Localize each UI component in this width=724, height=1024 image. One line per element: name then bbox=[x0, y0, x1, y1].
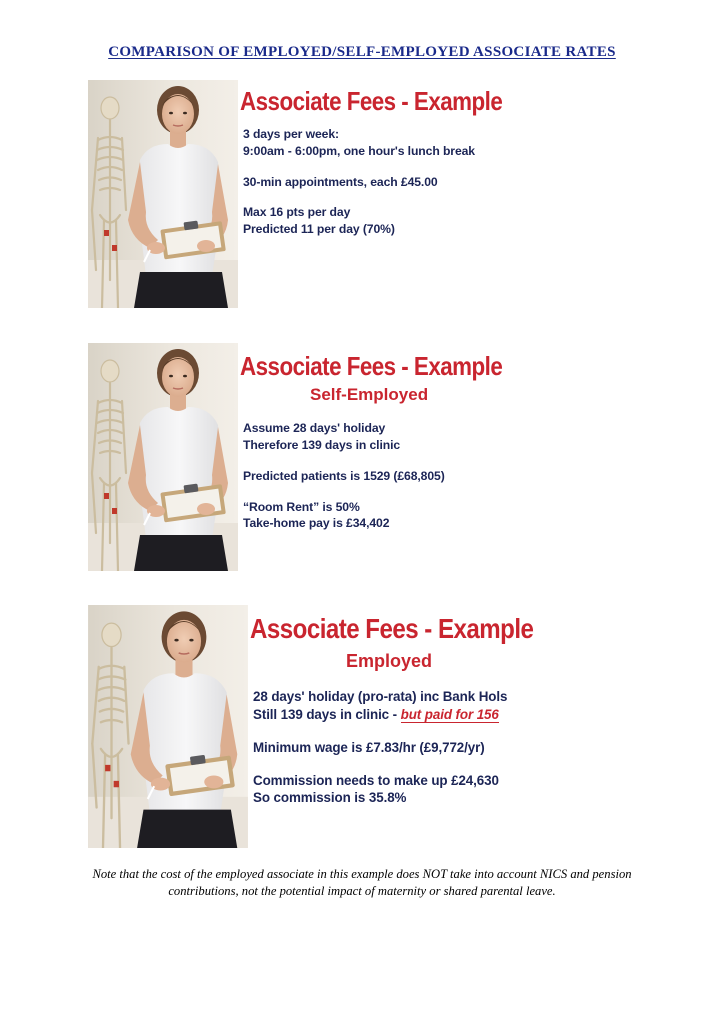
slide-subtitle: Employed bbox=[346, 651, 433, 671]
associate-photo-icon bbox=[88, 80, 238, 308]
slide-line: So commission is 35.8% bbox=[253, 790, 407, 805]
slide-line: 9:00am - 6:00pm, one hour's lunch break bbox=[243, 144, 475, 158]
slide-line-text: Still 139 days in clinic - bbox=[253, 707, 401, 722]
slide-line: Predicted patients is 1529 (£68,805) bbox=[243, 469, 445, 483]
slide-line: Commission needs to make up £24,630 bbox=[253, 773, 499, 788]
slide-line: Max 16 pts per day bbox=[243, 205, 351, 219]
slide-title: Associate Fees - Example bbox=[250, 613, 534, 644]
slide-line: Predicted 11 per day (70%) bbox=[243, 222, 395, 236]
slide-line bbox=[253, 707, 499, 722]
associate-photo-icon bbox=[88, 343, 238, 571]
slide-title: Associate Fees - Example bbox=[240, 351, 503, 381]
slide-3 bbox=[88, 605, 548, 848]
slide-2 bbox=[88, 343, 508, 571]
slide-line: Assume 28 days' holiday bbox=[243, 421, 386, 435]
slide-subtitle: Self-Employed bbox=[310, 385, 429, 404]
page-title: COMPARISON OF EMPLOYED/SELF-EMPLOYED ASSOCIATE RATES bbox=[108, 44, 616, 60]
footnote: Note that the cost of the employed associate in this example does NOT take into account NICS and pension contributions, not the potential impact of maternity or shared parental leave. bbox=[92, 867, 632, 898]
slide-line: 3 days per week: bbox=[243, 127, 339, 141]
slide-title: Associate Fees - Example bbox=[240, 86, 503, 116]
slide-line: 28 days' holiday (pro-rata) inc Bank Hols bbox=[253, 689, 508, 704]
slide-line: Take-home pay is £34,402 bbox=[243, 516, 390, 530]
slide-line: 30-min appointments, each £45.00 bbox=[243, 175, 438, 189]
slide-1 bbox=[88, 80, 508, 308]
slide-line: “Room Rent” is 50% bbox=[243, 500, 360, 514]
slide-line: Therefore 139 days in clinic bbox=[243, 438, 401, 452]
associate-photo-icon bbox=[88, 605, 248, 848]
slide-line: Minimum wage is £7.83/hr (£9,772/yr) bbox=[253, 740, 485, 755]
paid-emphasis: but paid for 156 bbox=[400, 707, 499, 722]
